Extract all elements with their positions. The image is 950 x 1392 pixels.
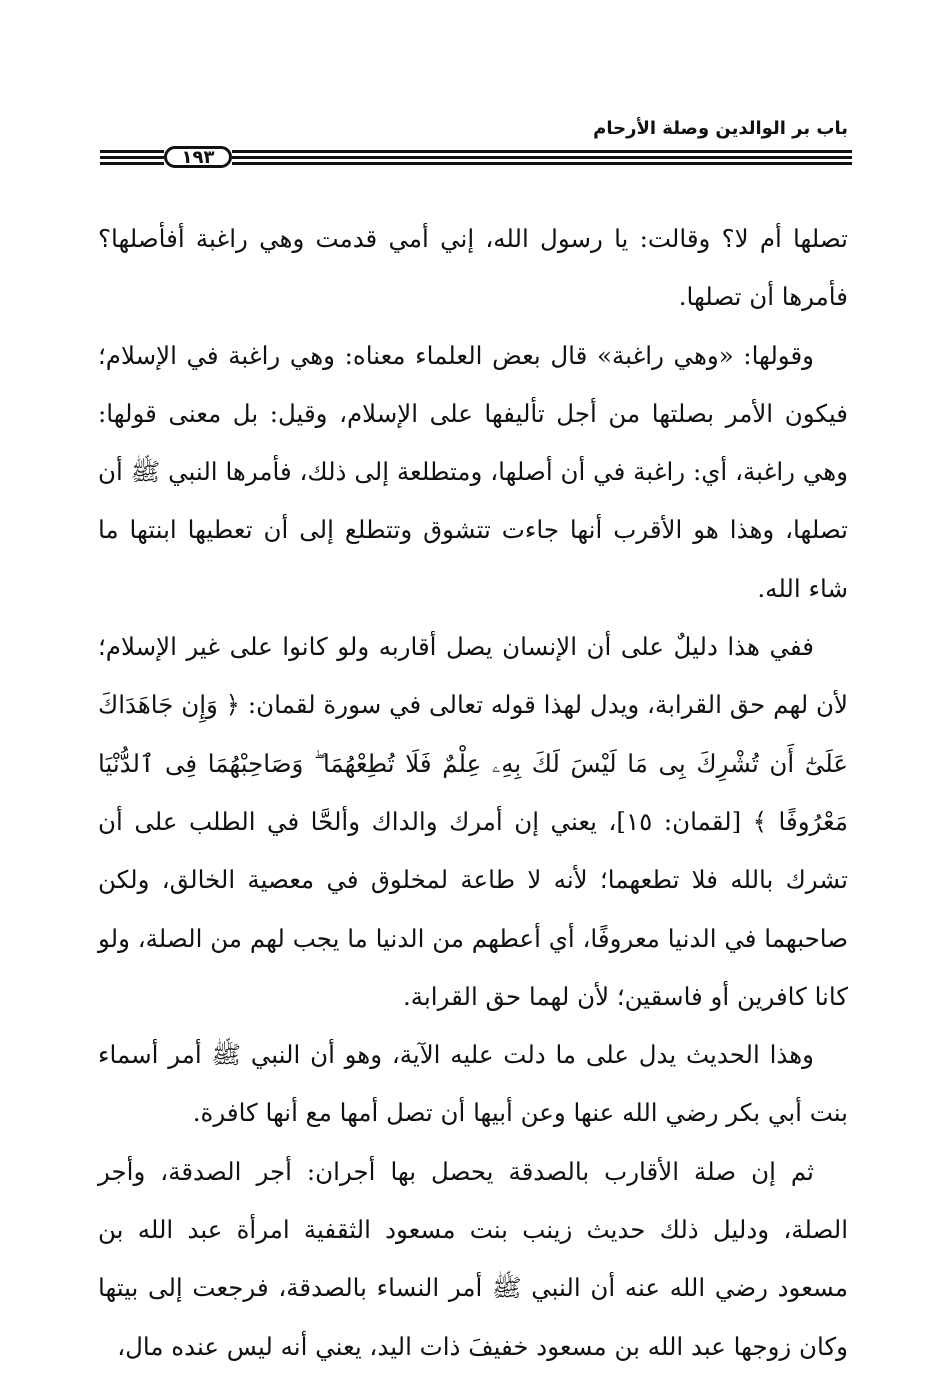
header-rule	[100, 146, 852, 170]
rule-line	[232, 156, 852, 159]
paragraph-5: ثم إن صلة الأقارب بالصدقة يحصل بها أجران: أجر الصدقة، وأجر الصلة، ودليل ذلك حديث زينب بنت مسعود الثقفية امرأة عبد الله بن مسعود رضي الله عنه أن النبي ﷺ أمر النساء بالصدقة، فرجعت إلى بيتها وكان زوجها عبد الله بن مسعود خفيفَ ذات اليد، يعني أنه ليس عنده مال،	[98, 1156, 848, 1361]
paragraph-4: وهذا الحديث يدل على ما دلت عليه الآية، وهو أن النبي ﷺ أمر أسماء بنت أبي بكر رضي الله عنها وعن أبيها أن تصل أمها مع أنها كافرة.	[98, 1040, 848, 1128]
paragraph-3-intro: ففي هذا دليلٌ على أن الإنسان يصل أقاربه ولو كانوا على غير الإسلام؛ لأن لهم حق القرابة، ويدل لهذا قوله تعالى في سورة لقمان:	[98, 632, 848, 720]
body-text	[98, 210, 848, 1376]
quran-verse: ﴿ وَإِن جَاهَدَاكَ عَلَىٰٓ أَن تُشْرِكَ بِى مَا لَيْسَ لَكَ بِهِۦ عِلْمٌ فَلَا تُطِعْهُمَا ۖ وَصَاحِبْهُمَا فِى ٱلدُّنْيَا مَعْرُوفًا ﴾	[98, 690, 848, 836]
paragraph-3	[98, 618, 848, 1026]
rule-line	[232, 162, 852, 165]
paragraph-2: وقولها: «وهي راغبة» قال بعض العلماء معناه: وهي راغبة في الإسلام؛ فيكون الأمر بصلتها من أجل تأليفها على الإسلام، وقيل: بل معنى قولها: وهي راغبة، أي: راغبة في أن أصلها، ومتطلعة إلى ذلك، فأمرها النبي ﷺ أن تصلها، وهذا هو الأقرب أنها جاءت تتشوق وتتطلع إلى أن تعطيها ابنتها ما شاء الله.	[98, 340, 848, 603]
paragraph-1: تصلها أم لا؟ وقالت: يا رسول الله، إني أمي قدمت وهي راغبة أفأصلها؟ فأمرها أن تصلها.	[98, 224, 848, 312]
rule-line	[100, 150, 164, 153]
rule-line	[100, 156, 164, 159]
running-header: باب بر الوالدين وصلة الأرحام	[593, 118, 848, 139]
paragraph-3-commentary: [لقمان: ١٥]، يعني إن أمرك والداك وألحَّا في الطلب على أن تشرك بالله فلا تطعهما؛ لأنه لا طاعة لمخلوق في معصية الخالق، ولكن صاحبهما في الدنيا معروفًا، أي أعطهم من الدنيا ما يجب لهم من الصلة، ولو كانا كافرين أو فاسقين؛ لأن لهما حق القرابة.	[98, 806, 848, 1011]
page-number: ١٩٣	[164, 146, 232, 168]
rule-line	[232, 150, 852, 153]
rule-line	[100, 162, 164, 165]
